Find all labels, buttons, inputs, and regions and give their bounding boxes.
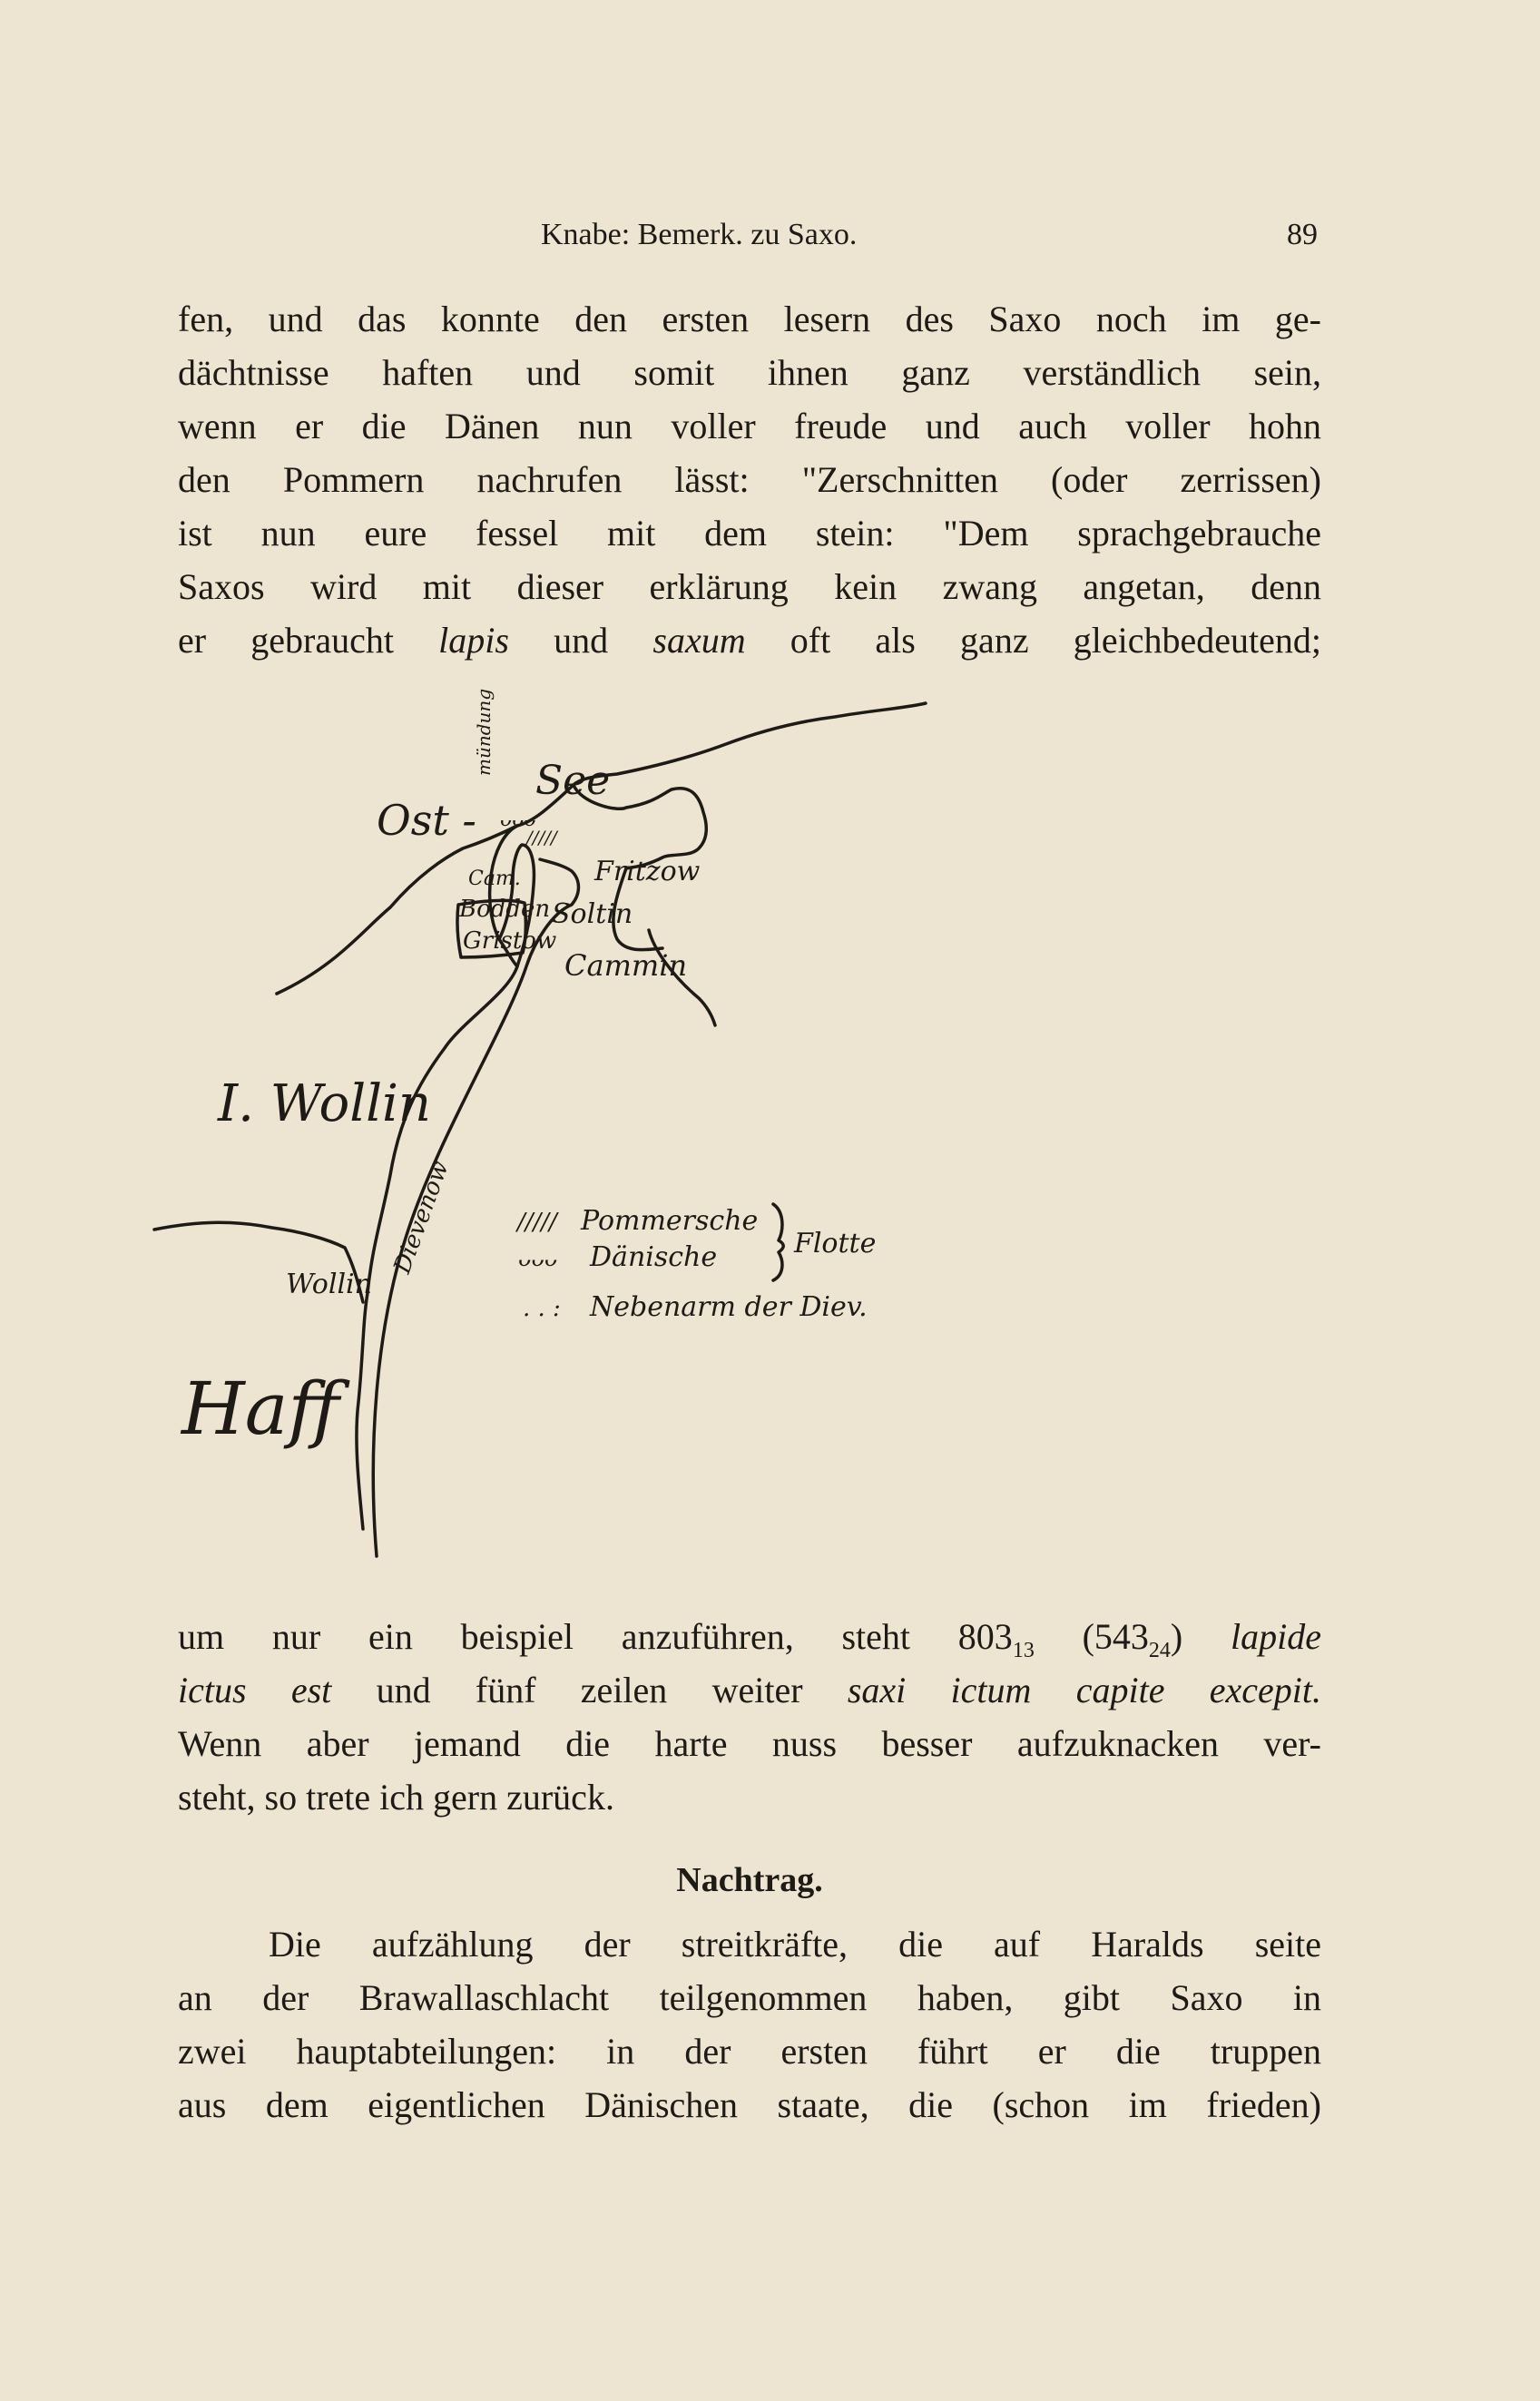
text-run: und: [508, 620, 653, 661]
paragraph-middle: [178, 1610, 1321, 1824]
text-run: oft als ganz gleichbedeutend;: [745, 620, 1321, 661]
text-line: [178, 1663, 1321, 1717]
text-line: Die aufzählung der streitkräfte, die auf Haralds seite: [269, 1924, 1321, 1965]
dievenow-label: Dievenow: [388, 1157, 455, 1278]
text-line: fen, und das konnte den ersten lesern des Saxo noch im ge-: [178, 299, 1321, 339]
section-heading: Nachtrag.: [676, 1861, 823, 1899]
fritzow-label: Fritzow: [594, 856, 701, 887]
legend-brace: [773, 1204, 783, 1280]
text-run: um nur ein beispiel anzuführen, steht 803: [178, 1616, 1013, 1657]
italic-phrase: ictus est: [178, 1670, 332, 1710]
italic-phrase: saxi ictum capite excepit.: [847, 1670, 1321, 1710]
paragraph-nachtrag: [178, 1917, 1321, 2132]
text-line: Saxos wird mit dieser erklärung kein zwang angetan, denn: [178, 566, 1321, 607]
text-line: aus dem eigentlichen Dänischen staate, die (schon im frieden): [178, 2084, 1321, 2125]
island-wollin-label: I. Wollin: [218, 1074, 431, 1133]
text-line: [178, 1610, 1321, 1663]
text-line: Wenn aber jemand die harte nuss besser aufzuknacken ver-: [178, 1723, 1321, 1764]
gristow-label: Gristow: [463, 927, 557, 955]
running-title: Knabe: Bemerk. zu Saxo.: [541, 218, 858, 251]
text-line: ist nun eure fessel mit dem stein: "Dem sprachgebrauche: [178, 513, 1321, 554]
text-line: [178, 613, 1321, 667]
cam-label: Cam.: [468, 867, 521, 890]
text-line: den Pommern nachrufen lässt: "Zerschnitten (oder zerrissen): [178, 459, 1321, 500]
legend-nebenarm-symbol: . . :: [523, 1295, 561, 1322]
hand-drawn-map: [181, 667, 1289, 1602]
bodden-label: Bodden: [459, 896, 551, 923]
cammin-label: Cammin: [564, 948, 688, 983]
map-legend: [515, 1204, 876, 1323]
danish-fleet-symbols: ᴗᴗᴗ: [499, 808, 535, 831]
legend-daenische: Dänische: [590, 1241, 718, 1273]
legend-flotte: Flotte: [794, 1228, 877, 1259]
map-figure: [181, 667, 1289, 1602]
italic-word: lapis: [438, 620, 509, 661]
text-line: an der Brawallaschlacht teilgenommen haben, gibt Saxo in: [178, 1977, 1321, 2018]
legend-pommersche: Pommersche: [581, 1205, 759, 1237]
text-run: ): [1170, 1616, 1231, 1657]
text-line: zwei hauptabteilungen: in der ersten führt er die truppen: [178, 2031, 1321, 2072]
ost-label: Ost -: [377, 796, 476, 845]
italic-word: saxum: [652, 620, 746, 661]
page-number: 89: [1287, 218, 1318, 251]
subscript: 13: [1012, 1639, 1035, 1662]
paragraph-top: [178, 292, 1321, 667]
legend-nebenarm: Nebenarm der Diev.: [590, 1291, 868, 1323]
legend-pommersche-symbol: /////: [517, 1209, 557, 1236]
soltin-label: Soltin: [552, 898, 633, 930]
wollin-town-label: Wollin: [286, 1269, 372, 1300]
text-run: (543: [1034, 1616, 1149, 1657]
dievenow-west-bank: [373, 859, 578, 1556]
mundung-label: mündung: [473, 688, 495, 776]
text-line: dächtnisse haften und somit ihnen ganz verständlich sein,: [178, 352, 1321, 393]
legend-daenische-symbol: ᴗᴗᴗ: [517, 1246, 557, 1271]
haff-label: Haff: [181, 1367, 340, 1451]
see-label: See: [535, 758, 611, 804]
italic-word: lapide: [1231, 1616, 1321, 1657]
text-line: steht, so trete ich gern zurück.: [178, 1777, 614, 1818]
text-run: und fünf zeilen weiter: [331, 1670, 848, 1710]
text-run: er gebraucht: [178, 620, 439, 661]
subscript: 24: [1148, 1639, 1171, 1662]
pommersche-fleet-symbols: /////: [526, 827, 557, 848]
text-line: wenn er die Dänen nun voller freude und auch voller hohn: [178, 406, 1321, 446]
running-header: [178, 218, 1321, 263]
